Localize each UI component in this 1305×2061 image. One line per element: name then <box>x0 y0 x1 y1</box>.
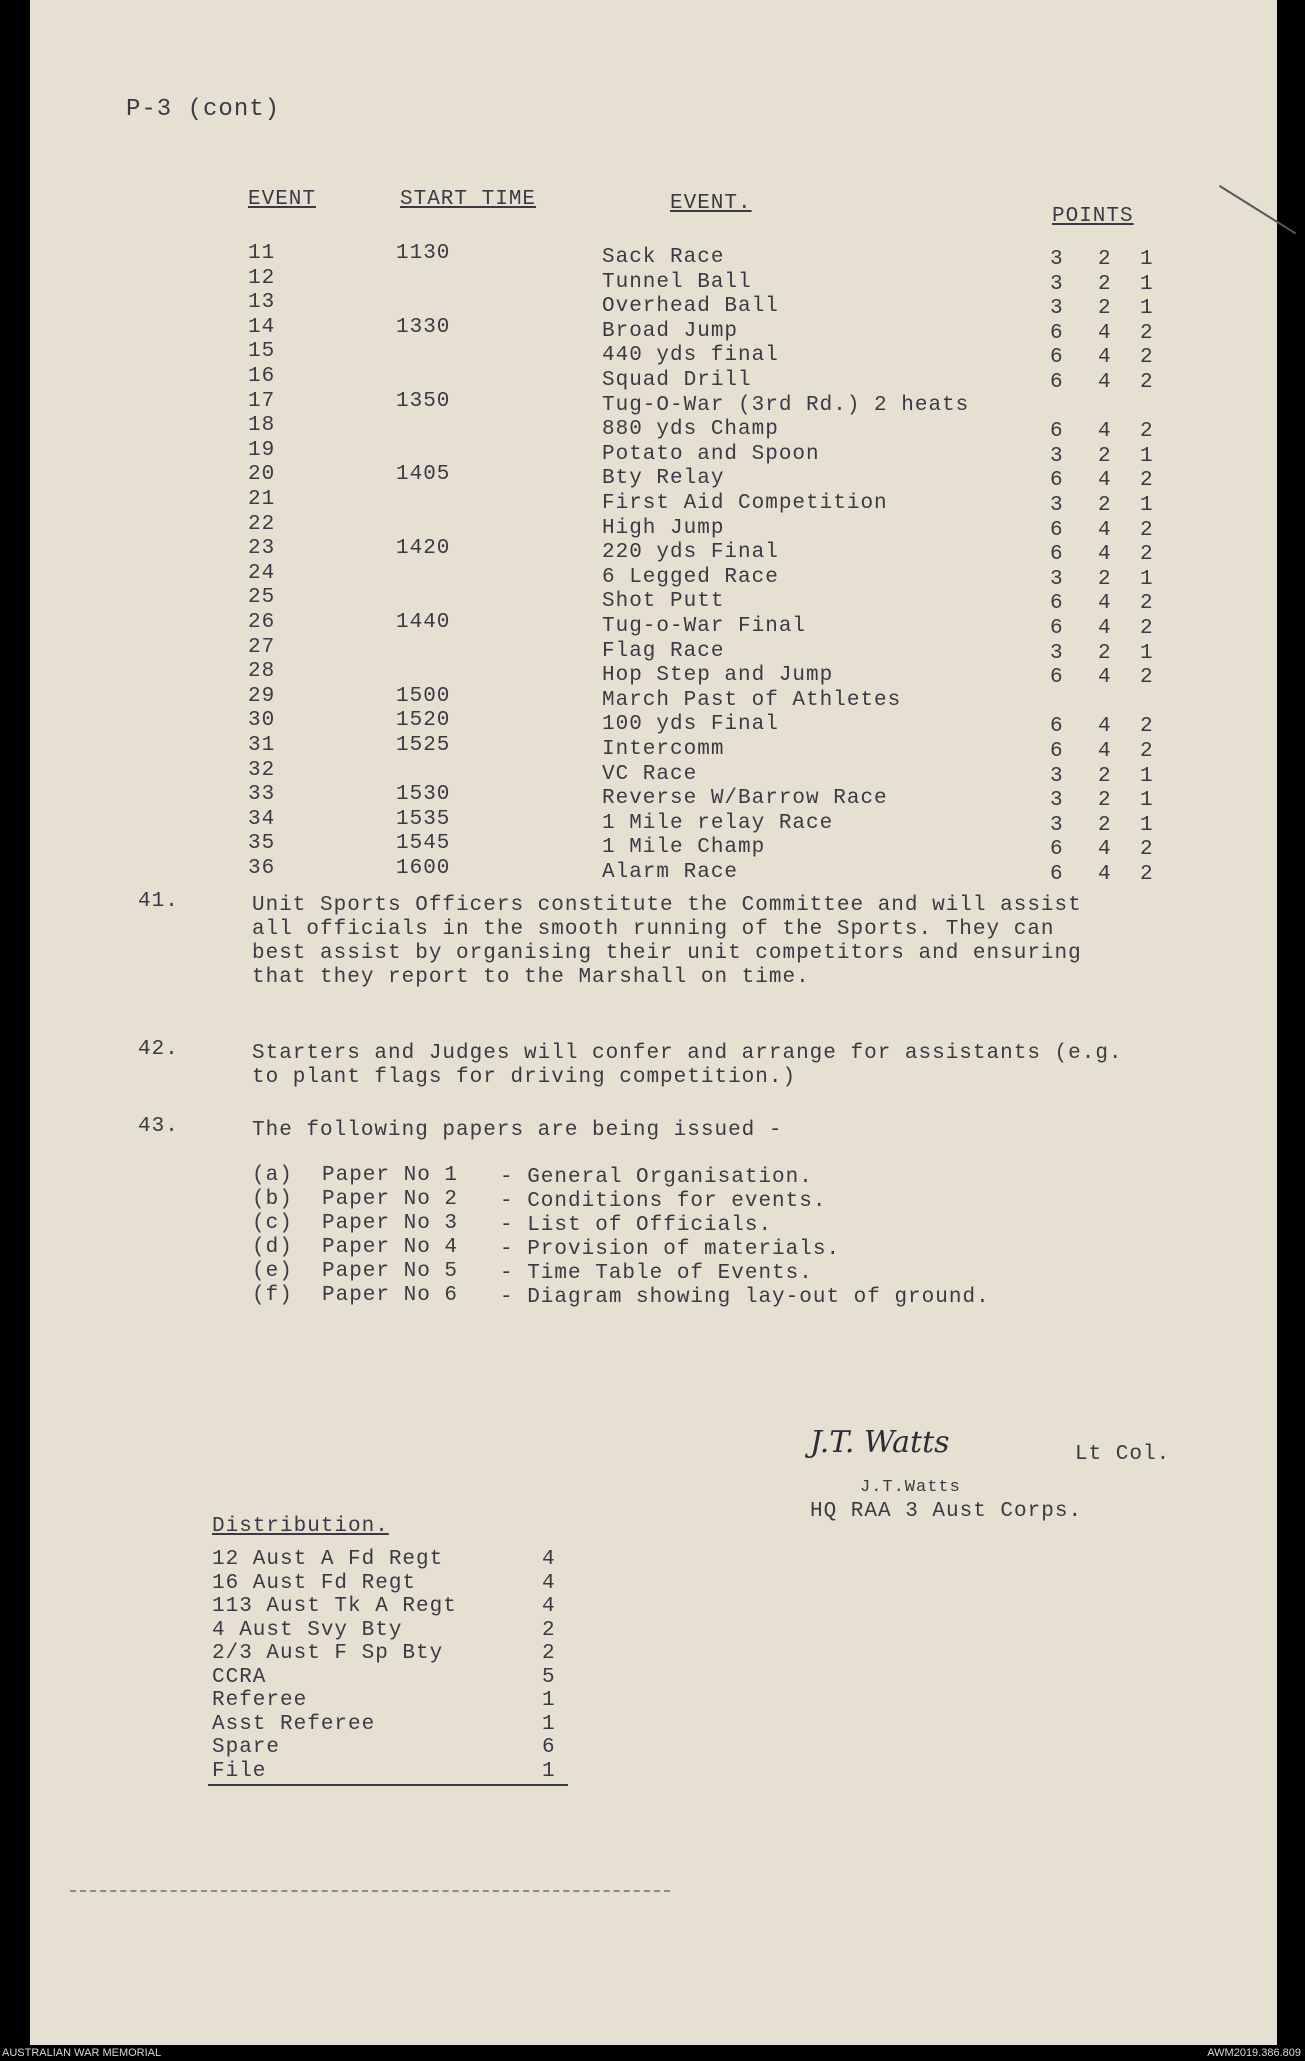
event-points: 2 <box>1140 715 1154 739</box>
distribution-copies: 2 <box>542 1642 556 1665</box>
event-row <box>30 315 1277 345</box>
event-points: 2 <box>1098 641 1112 665</box>
event-name: Broad Jump <box>602 319 739 343</box>
event-points: 4 <box>1098 863 1112 886</box>
event-points: 6 <box>1050 740 1064 763</box>
event-points: 2 <box>1098 248 1112 271</box>
event-row <box>30 586 1277 616</box>
paragraph-line: Unit Sports Officers constitute the Committee and will assist <box>252 894 1082 917</box>
event-row <box>30 266 1277 296</box>
event-points: 2 <box>1140 321 1154 345</box>
paragraph-line: that they report to the Marshall on time. <box>252 966 810 989</box>
distribution-copies: 4 <box>542 1548 556 1571</box>
event-number: 35 <box>248 832 276 856</box>
event-name: Shot Putt <box>602 590 725 614</box>
event-name: Intercomm <box>602 738 725 761</box>
paper-description: - List of Officials. <box>500 1214 773 1237</box>
distribution-unit: Referee <box>212 1689 308 1712</box>
distribution-unit: File <box>212 1759 267 1783</box>
event-row <box>30 537 1277 567</box>
distribution-copies: 1 <box>542 1689 556 1712</box>
paper-number: Paper No 4 <box>322 1236 459 1259</box>
distribution-unit: 113 Aust Tk A Regt <box>212 1595 457 1618</box>
paragraph-line: The following papers are being issued - <box>252 1119 783 1142</box>
distribution-copies: 4 <box>542 1595 556 1618</box>
event-points: 2 <box>1098 494 1112 517</box>
page-reference: P-3 (cont) <box>126 96 281 123</box>
col-header-event-no: EVENT <box>248 188 317 211</box>
event-name: Bty Relay <box>602 467 725 491</box>
document-page <box>30 0 1277 2045</box>
event-row <box>30 807 1277 837</box>
event-points: 1 <box>1140 444 1154 468</box>
event-points: 2 <box>1098 272 1112 296</box>
event-row <box>30 832 1277 862</box>
distribution-copies: 1 <box>542 1712 556 1736</box>
event-points: 2 <box>1140 543 1154 567</box>
distribution-title: Distribution. <box>212 1515 389 1538</box>
event-points: 3 <box>1050 444 1064 468</box>
signature-unit: HQ RAA 3 Aust Corps. <box>810 1500 1083 1523</box>
event-points: 3 <box>1050 494 1064 517</box>
event-row <box>30 758 1277 788</box>
event-points: 3 <box>1050 789 1064 813</box>
event-points: 6 <box>1050 371 1064 394</box>
event-start-time: 1500 <box>396 684 451 708</box>
event-number: 17 <box>248 389 276 413</box>
event-points: 6 <box>1050 863 1064 886</box>
event-number: 34 <box>248 807 276 831</box>
event-points: 2 <box>1098 789 1112 813</box>
paper-description: - Provision of materials. <box>500 1238 841 1261</box>
distribution-copies: 5 <box>542 1665 556 1689</box>
paper-number: Paper No 2 <box>322 1188 459 1211</box>
event-name: Reverse W/Barrow Race <box>602 787 888 811</box>
distribution-unit: 2/3 Aust F Sp Bty <box>212 1642 444 1665</box>
paragraph-number: 42. <box>138 1038 179 1061</box>
paragraph-number: 43. <box>138 1115 179 1138</box>
event-points: 3 <box>1050 764 1064 788</box>
event-points: 3 <box>1050 813 1064 837</box>
event-name: Hop Step and Jump <box>602 664 834 688</box>
event-number: 12 <box>248 266 276 290</box>
event-points: 6 <box>1050 617 1064 640</box>
event-points: 6 <box>1050 715 1064 739</box>
paper-number: Paper No 1 <box>322 1164 459 1187</box>
event-row <box>30 611 1277 640</box>
event-points: 2 <box>1140 592 1154 616</box>
event-number: 26 <box>248 611 276 634</box>
event-number: 28 <box>248 660 276 684</box>
event-row <box>30 414 1277 444</box>
paragraph-line: best assist by organising their unit competitors and ensuring <box>252 942 1082 965</box>
event-number: 11 <box>248 242 276 265</box>
distribution-rule <box>208 1784 568 1786</box>
event-number: 16 <box>248 365 276 388</box>
footer-accession: AWM2019.386.809 <box>1207 2047 1301 2059</box>
event-points: 3 <box>1050 567 1064 591</box>
distribution-copies: 2 <box>542 1618 556 1642</box>
event-name: 1 Mile Champ <box>602 836 766 860</box>
event-name: High Jump <box>602 516 725 540</box>
paper-label: (e) <box>252 1260 293 1283</box>
event-row <box>30 242 1277 271</box>
event-row <box>30 635 1277 665</box>
event-points: 6 <box>1050 666 1064 690</box>
event-points: 2 <box>1098 567 1112 591</box>
event-start-time: 1535 <box>396 807 451 831</box>
event-points: 4 <box>1098 715 1112 739</box>
event-start-time: 1545 <box>396 832 451 856</box>
event-row <box>30 709 1277 739</box>
paragraph-line: Starters and Judges will confer and arrange for assistants (e.g. <box>252 1042 1123 1065</box>
event-points: 2 <box>1098 764 1112 788</box>
event-number: 24 <box>248 561 276 585</box>
event-points: 4 <box>1098 740 1112 763</box>
event-name: 100 yds Final <box>602 713 779 737</box>
event-points: 2 <box>1140 617 1154 640</box>
event-points: 1 <box>1140 297 1154 321</box>
event-points: 2 <box>1140 740 1154 763</box>
event-start-time: 1600 <box>396 857 451 880</box>
event-points: 1 <box>1140 248 1154 271</box>
paragraph-line: to plant flags for driving competition.) <box>252 1066 797 1089</box>
event-points: 1 <box>1140 641 1154 665</box>
event-points: 2 <box>1140 371 1154 394</box>
event-points: 6 <box>1050 469 1064 493</box>
paper-label: (a) <box>252 1164 293 1187</box>
event-points: 1 <box>1140 272 1154 296</box>
event-points: 6 <box>1050 321 1064 345</box>
event-start-time: 1530 <box>396 783 451 807</box>
event-points: 3 <box>1050 297 1064 321</box>
event-points: 3 <box>1050 272 1064 296</box>
event-points: 4 <box>1098 518 1112 542</box>
event-row <box>30 857 1277 886</box>
event-name: Sack Race <box>602 246 725 269</box>
event-points: 6 <box>1050 838 1064 862</box>
paper-number: Paper No 5 <box>322 1260 459 1283</box>
signature: J.T. Watts <box>810 1425 950 1460</box>
event-points: 2 <box>1140 469 1154 493</box>
paragraph-line: all officials in the smooth running of the Sports. They can <box>252 918 1055 941</box>
event-points: 6 <box>1050 346 1064 370</box>
paper-label: (b) <box>252 1188 293 1211</box>
paper-description: - Time Table of Events. <box>500 1262 813 1285</box>
event-points: 2 <box>1098 813 1112 837</box>
event-name: 1 Mile relay Race <box>602 811 834 835</box>
event-number: 27 <box>248 635 276 659</box>
paper-label: (d) <box>252 1236 293 1259</box>
event-name: March Past of Athletes <box>602 688 902 712</box>
event-name: First Aid Competition <box>602 492 888 515</box>
distribution-unit: 16 Aust Fd Regt <box>212 1571 417 1595</box>
event-name: Overhead Ball <box>602 295 779 319</box>
event-name: 6 Legged Race <box>602 565 779 589</box>
event-number: 19 <box>248 438 276 462</box>
event-points: 2 <box>1140 838 1154 862</box>
event-points: 1 <box>1140 789 1154 813</box>
event-start-time: 1440 <box>396 611 451 634</box>
event-name: 220 yds Final <box>602 541 779 565</box>
event-number: 15 <box>248 340 276 364</box>
event-name: 880 yds Champ <box>602 418 779 442</box>
event-row <box>30 684 1277 712</box>
event-points: 2 <box>1140 346 1154 370</box>
distribution-unit: 12 Aust A Fd Regt <box>212 1548 444 1571</box>
event-name: Tug-o-War Final <box>602 615 807 638</box>
margin-stroke <box>1219 185 1296 234</box>
event-name: Tunnel Ball <box>602 270 752 294</box>
paper-label: (f) <box>252 1284 293 1307</box>
event-number: 29 <box>248 684 276 708</box>
distribution-copies: 4 <box>542 1571 556 1595</box>
footer-credit: AUSTRALIAN WAR MEMORIAL <box>2 2047 162 2059</box>
event-number: 14 <box>248 315 276 339</box>
event-row <box>30 512 1277 542</box>
event-number: 32 <box>248 758 276 782</box>
col-header-event: EVENT. <box>670 192 752 215</box>
event-points: 4 <box>1098 592 1112 616</box>
event-points: 2 <box>1140 420 1154 444</box>
event-row <box>30 340 1277 370</box>
event-points: 2 <box>1140 518 1154 542</box>
event-name: Squad Drill <box>602 369 752 392</box>
event-points: 6 <box>1050 420 1064 444</box>
event-points: 1 <box>1140 813 1154 837</box>
event-points: 2 <box>1140 863 1154 886</box>
event-points: 4 <box>1098 420 1112 444</box>
event-points: 3 <box>1050 641 1064 665</box>
event-points: 4 <box>1098 838 1112 862</box>
event-number: 36 <box>248 857 276 880</box>
distribution-unit: Asst Referee <box>212 1712 376 1736</box>
event-number: 18 <box>248 414 276 438</box>
distribution-unit: Spare <box>212 1736 281 1759</box>
event-points: 3 <box>1050 248 1064 271</box>
event-points: 4 <box>1098 346 1112 370</box>
event-start-time: 1350 <box>396 389 451 413</box>
paper-label: (c) <box>252 1212 293 1235</box>
event-points: 2 <box>1098 297 1112 321</box>
paper-number: Paper No 6 <box>322 1284 459 1307</box>
col-header-start-time: START TIME <box>400 188 537 211</box>
event-start-time: 1130 <box>396 242 451 265</box>
paper-number: Paper No 3 <box>322 1212 459 1235</box>
distribution-copies: 1 <box>542 1759 556 1783</box>
event-row <box>30 463 1277 493</box>
event-row <box>30 561 1277 591</box>
event-row <box>30 438 1277 468</box>
event-points: 6 <box>1050 543 1064 567</box>
event-start-time: 1330 <box>396 315 451 339</box>
event-name: VC Race <box>602 762 698 786</box>
typed-name: J.T.Watts <box>860 1478 961 1497</box>
event-number: 22 <box>248 512 276 536</box>
event-name: Potato and Spoon <box>602 442 820 466</box>
paper-description: - Conditions for events. <box>500 1190 827 1213</box>
event-start-time: 1520 <box>396 709 451 733</box>
event-points: 1 <box>1140 494 1154 517</box>
event-start-time: 1405 <box>396 463 451 487</box>
distribution-unit: CCRA <box>212 1665 267 1689</box>
event-row <box>30 488 1277 517</box>
event-row <box>30 291 1277 321</box>
event-number: 31 <box>248 734 276 757</box>
event-points: 2 <box>1098 444 1112 468</box>
event-points: 1 <box>1140 567 1154 591</box>
col-header-points: POINTS <box>1052 205 1134 228</box>
event-number: 25 <box>248 586 276 610</box>
event-number: 21 <box>248 488 276 511</box>
event-row <box>30 783 1277 813</box>
signature-rank: Lt Col. <box>1075 1443 1171 1466</box>
paper-description: - Diagram showing lay-out of ground. <box>500 1286 990 1309</box>
event-number: 30 <box>248 709 276 733</box>
event-number: 13 <box>248 291 276 315</box>
event-name: Alarm Race <box>602 861 739 884</box>
event-name: Tug-O-War (3rd Rd.) 2 heats <box>602 393 970 417</box>
event-points: 4 <box>1098 321 1112 345</box>
paragraph-number: 41. <box>138 890 179 913</box>
event-row <box>30 365 1277 394</box>
event-points: 1 <box>1140 764 1154 788</box>
faint-rule <box>70 1890 670 1893</box>
paper-description: - General Organisation. <box>500 1166 813 1189</box>
event-points: 2 <box>1140 666 1154 690</box>
event-row <box>30 389 1277 417</box>
event-points: 4 <box>1098 543 1112 567</box>
event-points: 6 <box>1050 518 1064 542</box>
event-points: 4 <box>1098 617 1112 640</box>
event-number: 20 <box>248 463 276 487</box>
event-points: 4 <box>1098 666 1112 690</box>
event-name: 440 yds final <box>602 344 779 368</box>
distribution-unit: 4 Aust Svy Bty <box>212 1618 403 1642</box>
event-points: 4 <box>1098 469 1112 493</box>
distribution-copies: 6 <box>542 1736 556 1759</box>
event-row <box>30 660 1277 690</box>
event-start-time: 1420 <box>396 537 451 561</box>
event-row <box>30 734 1277 763</box>
event-points: 6 <box>1050 592 1064 616</box>
event-number: 23 <box>248 537 276 561</box>
event-number: 33 <box>248 783 276 807</box>
event-name: Flag Race <box>602 639 725 663</box>
event-points: 4 <box>1098 371 1112 394</box>
event-start-time: 1525 <box>396 734 451 757</box>
